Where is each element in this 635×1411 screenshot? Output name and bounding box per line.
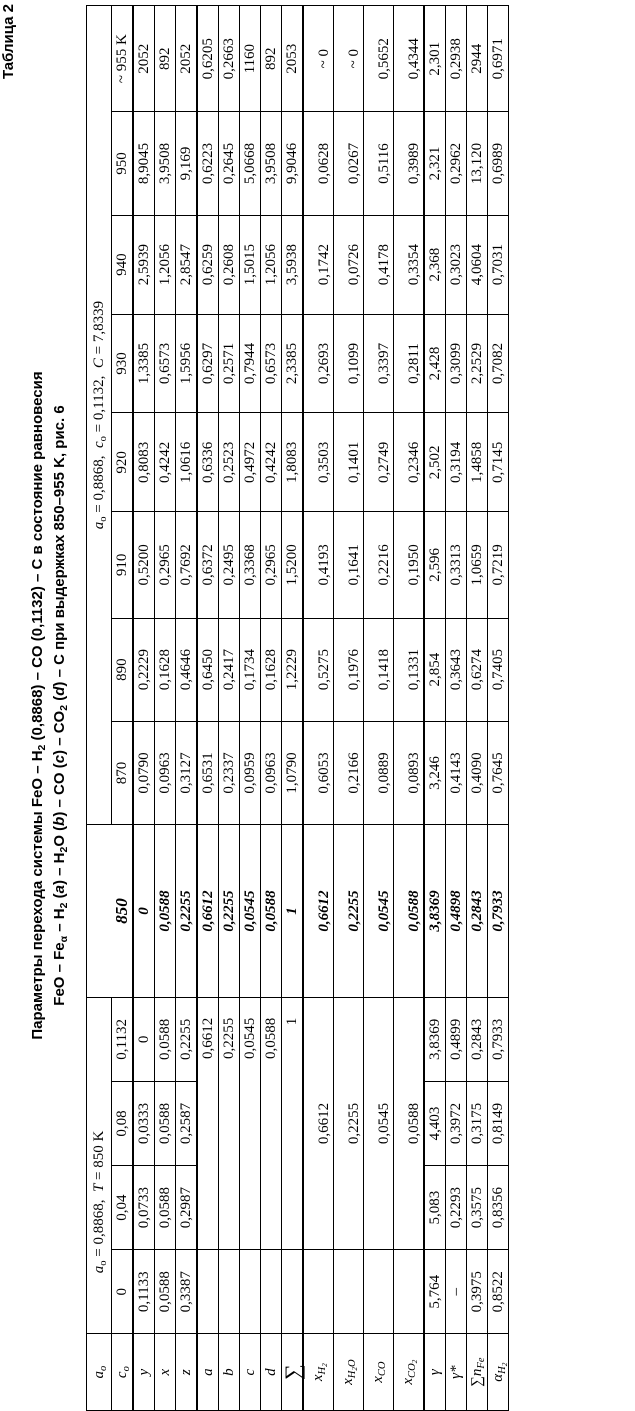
row-label-a: a [197, 1334, 219, 1411]
right-value: 0,3368 [240, 512, 261, 618]
right-value: 2,428 [424, 314, 446, 413]
right-value: 1,5200 [282, 512, 304, 618]
right-value: 0,3313 [446, 512, 467, 618]
table-body [87, 6, 509, 1411]
row-label-xH2: $x_{H_2}$ [303, 1334, 334, 1411]
row-xH2O [334, 6, 364, 1411]
right-value: 0,2255 [219, 825, 240, 998]
row-b [219, 6, 240, 1411]
right-value: 1,5956 [176, 314, 198, 413]
right-value: 0,7692 [176, 512, 198, 618]
left-value: 1 [282, 997, 304, 1249]
right-value: 0,6274 [467, 618, 488, 721]
right-value: 0,3989 [394, 112, 425, 215]
right-value: 0,3354 [394, 215, 425, 314]
right-value: 892 [261, 6, 282, 112]
left-value: 0,2987 [176, 1166, 198, 1250]
left-value: 0,0588 [155, 997, 176, 1081]
right-value: 3,9508 [155, 112, 176, 215]
right-value: 0,5275 [303, 618, 334, 721]
header-row-2 [112, 6, 134, 1411]
right-value: 1,2056 [261, 215, 282, 314]
right-value: 13,120 [467, 112, 488, 215]
right-value: 0,6223 [197, 112, 219, 215]
left-value: – [446, 1250, 467, 1334]
right-value: 0,4143 [446, 721, 467, 824]
left-value: 0,0545 [240, 997, 261, 1249]
right-value: 0,5652 [364, 6, 394, 112]
right-value: 1,2056 [155, 215, 176, 314]
right-value: 0,2693 [303, 314, 334, 413]
right-value: 0,5116 [364, 112, 394, 215]
right-value: 0,2965 [155, 512, 176, 618]
right-value: 4,0604 [467, 215, 488, 314]
left-value: 0,6612 [197, 997, 219, 1249]
title-line-2-text: FeO – $Fe_\alpha - H_2$ $(a) - H_2O$ (b) – CO $(c) - CO_2$ (d) – C при выдержках 850–955 K, рис. 6 [51, 405, 71, 1006]
right-value: 0,4178 [364, 215, 394, 314]
row-alpha_h2 [488, 6, 509, 1411]
right-value: 0,0545 [364, 825, 394, 998]
right-value: 1160 [240, 6, 261, 112]
right-value: 2,8547 [176, 215, 198, 314]
right-value: 1 [282, 825, 304, 998]
left-value: 0,0588 [155, 1166, 176, 1250]
right-group-header: $a_о = 0,8868$, $c_о = 0,1132$, C = 7,8339 [87, 6, 112, 825]
right-value: 0,2571 [219, 314, 240, 413]
right-value: 0,6205 [197, 6, 219, 112]
right-value: 0,6259 [197, 215, 219, 314]
left-value: 0,2843 [467, 997, 488, 1081]
right-value: ~ 0 [303, 6, 334, 112]
right-value: 2,3385 [282, 314, 304, 413]
left-value: 0 [133, 997, 155, 1081]
row-label-gamma_star: γ* [446, 1334, 467, 1411]
right-value: 2,368 [424, 215, 446, 314]
right-value: 0 [133, 825, 155, 998]
left-value: 0,3387 [176, 1250, 198, 1334]
right-value: 0,4344 [394, 6, 425, 112]
right-value: 1,2229 [282, 618, 304, 721]
temperature-header: 910 [112, 512, 134, 618]
row-label-x: x [155, 1334, 176, 1411]
right-value: 0,0963 [155, 721, 176, 824]
left-value: 0,6612 [303, 997, 334, 1249]
right-value: 0,4193 [303, 512, 334, 618]
left-param-fragment: $a_о = 0,8868$, [90, 1199, 109, 1274]
left-value: 0,3175 [467, 1081, 488, 1165]
right-value: 0,3194 [446, 413, 467, 512]
right-value: 0,2255 [334, 825, 364, 998]
left-value: 0,0733 [133, 1166, 155, 1250]
right-value: 0,0628 [303, 112, 334, 215]
temperature-header: ~ 955 K [112, 6, 134, 112]
right-value: 892 [155, 6, 176, 112]
left-value: 0,0588 [261, 997, 282, 1249]
left-value: 0,3575 [467, 1166, 488, 1250]
right-value: 3,9508 [261, 112, 282, 215]
row-a [197, 6, 219, 1411]
right-value: 2,5939 [133, 215, 155, 314]
left-value: 4,403 [424, 1081, 446, 1165]
left-value: 0,3975 [467, 1250, 488, 1334]
right-value: 0,7933 [488, 825, 509, 998]
temperature-header: 890 [112, 618, 134, 721]
row-label-a0: $a_о$ [87, 1334, 112, 1411]
c0-value: 0,08 [112, 1081, 134, 1165]
right-value: 1,3385 [133, 314, 155, 413]
right-value: 0,2229 [133, 618, 155, 721]
c0-value: 0,04 [112, 1166, 134, 1250]
right-value: 0,2938 [446, 6, 467, 112]
right-value: 0,0726 [334, 215, 364, 314]
right-value: 0,1734 [240, 618, 261, 721]
right-value: 3,8369 [424, 825, 446, 998]
left-value: 3,8369 [424, 997, 446, 1081]
right-value: 0,6989 [488, 112, 509, 215]
right-value: 2944 [467, 6, 488, 112]
right-value: 0,1641 [334, 512, 364, 618]
right-value: 3,246 [424, 721, 446, 824]
row-d [261, 6, 282, 1411]
title-line-2 [50, 0, 70, 1411]
right-value: 0,4242 [155, 413, 176, 512]
row-y [133, 6, 155, 1411]
left-value: 5,083 [424, 1166, 446, 1250]
right-value: 0,0959 [240, 721, 261, 824]
empty-cell [240, 1250, 261, 1334]
row-label-d: d [261, 1334, 282, 1411]
row-label-z: z [176, 1334, 198, 1411]
row-xCO [364, 6, 394, 1411]
right-value: 0,5200 [133, 512, 155, 618]
left-value: 0,8149 [488, 1081, 509, 1165]
left-value: 0,2255 [219, 997, 240, 1249]
right-value: 0,7645 [488, 721, 509, 824]
left-value: 0,3972 [446, 1081, 467, 1165]
right-value: 0,0588 [261, 825, 282, 998]
left-value: 0,0545 [364, 997, 394, 1249]
right-value: 0,2495 [219, 512, 240, 618]
right-value: 0,7145 [488, 413, 509, 512]
right-value: 0,7944 [240, 314, 261, 413]
right-value: 2053 [282, 6, 304, 112]
right-value: 3,5938 [282, 215, 304, 314]
right-value: ~ 0 [334, 6, 364, 112]
right-value: 0,3023 [446, 215, 467, 314]
row-label-sum_nfe: $\sum n_{Fe}$ [467, 1334, 488, 1411]
right-value: 0,2965 [261, 512, 282, 618]
left-value: 0,4899 [446, 997, 467, 1081]
right-value: 0,3099 [446, 314, 467, 413]
right-value: 0,1401 [334, 413, 364, 512]
row-sum [282, 6, 304, 1411]
right-value: 0,6612 [303, 825, 334, 998]
left-value: 0,0588 [155, 1081, 176, 1165]
temperature-header: 920 [112, 413, 134, 512]
empty-cell [261, 1250, 282, 1334]
left-value: 0,8356 [488, 1166, 509, 1250]
right-value: 0,8083 [133, 413, 155, 512]
right-value: 0,4972 [240, 413, 261, 512]
left-value: 0,1133 [133, 1250, 155, 1334]
right-value: 0,1628 [261, 618, 282, 721]
data-table [86, 5, 509, 1411]
right-value: 0,6336 [197, 413, 219, 512]
right-value: 0,0588 [394, 825, 425, 998]
right-value: 0,0889 [364, 721, 394, 824]
empty-cell [394, 1250, 425, 1334]
right-value: 5,0668 [240, 112, 261, 215]
row-c [240, 6, 261, 1411]
right-value: 0,2523 [219, 413, 240, 512]
header-row-1 [87, 6, 112, 1411]
right-value: 0,6612 [197, 825, 219, 998]
c0-value: 0,1132 [112, 997, 134, 1081]
right-value: 0,3397 [364, 314, 394, 413]
right-value: 0,4090 [467, 721, 488, 824]
row-xH2 [303, 6, 334, 1411]
left-value: 0,2293 [446, 1166, 467, 1250]
right-value: 2,2529 [467, 314, 488, 413]
row-label-c0: $c_о$ [112, 1334, 134, 1411]
row-sum_nfe [467, 6, 488, 1411]
empty-cell [364, 1250, 394, 1334]
empty-cell [87, 825, 112, 998]
right-value: 0,2962 [446, 112, 467, 215]
right-value: 0,2645 [219, 112, 240, 215]
right-value: 0,2255 [176, 825, 198, 998]
right-value: 2,301 [424, 6, 446, 112]
title-line-1-text: Параметры перехода системы FeO – $H_2$ (0,8868) – CO (0,1132) – C в состояние равновесия [29, 371, 49, 1040]
right-value: 0,7031 [488, 215, 509, 314]
left-temp-fragment: T = 850 K [90, 1130, 107, 1193]
right-value: 0,7082 [488, 314, 509, 413]
right-value: 0,1628 [155, 618, 176, 721]
row-label-sum: ∑ [282, 1334, 304, 1411]
row-label-xH2O: $x_{H_2O}$ [334, 1334, 364, 1411]
right-value: 0,2663 [219, 6, 240, 112]
left-value: 0,0588 [394, 997, 425, 1249]
row-xCO2 [394, 6, 425, 1411]
right-value: 0,3127 [176, 721, 198, 824]
right-value: 0,6053 [303, 721, 334, 824]
left-group-header [87, 997, 112, 1334]
table-label: Таблица 2 [0, 4, 17, 80]
right-value: 0,1418 [364, 618, 394, 721]
right-value: 0,2749 [364, 413, 394, 512]
temperature-header: 850 [112, 825, 134, 998]
right-value: 0,6297 [197, 314, 219, 413]
left-value: 0,8522 [488, 1250, 509, 1334]
right-value: 1,0659 [467, 512, 488, 618]
temperature-header: 870 [112, 721, 134, 824]
right-value: 1,4858 [467, 413, 488, 512]
right-value: 0,6573 [155, 314, 176, 413]
right-value: 0,0588 [155, 825, 176, 998]
right-value: 9,169 [176, 112, 198, 215]
right-value: 0,0963 [261, 721, 282, 824]
right-value: 0,2216 [364, 512, 394, 618]
empty-cell [197, 1250, 219, 1334]
row-label-gamma: γ [424, 1334, 446, 1411]
row-label-y: y [133, 1334, 155, 1411]
empty-cell [282, 1250, 304, 1334]
right-value: 0,4646 [176, 618, 198, 721]
left-value: 0,2587 [176, 1081, 198, 1165]
row-gamma [424, 6, 446, 1411]
right-value: 0,6531 [197, 721, 219, 824]
right-value: 0,2843 [467, 825, 488, 998]
right-value: 0,6573 [261, 314, 282, 413]
right-value: 0,7219 [488, 512, 509, 618]
right-value: 0,2811 [394, 314, 425, 413]
right-value: 2,502 [424, 413, 446, 512]
right-value: 0,3503 [303, 413, 334, 512]
right-value: 0,2417 [219, 618, 240, 721]
right-value: 0,1976 [334, 618, 364, 721]
right-value: 0,2166 [334, 721, 364, 824]
right-value: 2,854 [424, 618, 446, 721]
empty-cell [334, 1250, 364, 1334]
right-value: 2052 [133, 6, 155, 112]
right-value: 1,8083 [282, 413, 304, 512]
c0-value: 0 [112, 1250, 134, 1334]
row-label-c: c [240, 1334, 261, 1411]
left-value: 0,0588 [155, 1250, 176, 1334]
right-value: 2052 [176, 6, 198, 112]
right-value: 2,321 [424, 112, 446, 215]
row-label-xCO: $x_{CO}$ [364, 1334, 394, 1411]
right-value: 0,1099 [334, 314, 364, 413]
title-line-1 [28, 0, 48, 1411]
right-value: 0,2608 [219, 215, 240, 314]
right-value: 0,2337 [219, 721, 240, 824]
right-value: 0,6971 [488, 6, 509, 112]
row-gamma_star [446, 6, 467, 1411]
row-x [155, 6, 176, 1411]
right-value: 0,0893 [394, 721, 425, 824]
right-value: 8,9045 [133, 112, 155, 215]
right-value: 0,6372 [197, 512, 219, 618]
right-value: 0,0267 [334, 112, 364, 215]
right-value: 0,1331 [394, 618, 425, 721]
right-value: 1,5015 [240, 215, 261, 314]
left-value: 0,0333 [133, 1081, 155, 1165]
right-value: 0,1742 [303, 215, 334, 314]
empty-cell [303, 1250, 334, 1334]
right-value: 0,0545 [240, 825, 261, 998]
left-value: 0,2255 [176, 997, 198, 1081]
temperature-header: 950 [112, 112, 134, 215]
empty-cell [219, 1250, 240, 1334]
row-label-xCO2: $x_{CO_2}$ [394, 1334, 425, 1411]
left-value: 0,7933 [488, 997, 509, 1081]
left-value: 0,2255 [334, 997, 364, 1249]
left-value: 5,764 [424, 1250, 446, 1334]
temperature-header: 930 [112, 314, 134, 413]
right-value: 1,0616 [176, 413, 198, 512]
right-value: 2,596 [424, 512, 446, 618]
right-value: 0,1950 [394, 512, 425, 618]
row-label-alpha_h2: $\alpha_{H_2}$ [488, 1334, 509, 1411]
right-value: 0,2346 [394, 413, 425, 512]
right-value: 0,6450 [197, 618, 219, 721]
right-value: 0,0790 [133, 721, 155, 824]
row-z [176, 6, 198, 1411]
right-value: 0,7405 [488, 618, 509, 721]
right-value: 0,3643 [446, 618, 467, 721]
right-value: 0,4898 [446, 825, 467, 998]
right-value: 9,9046 [282, 112, 304, 215]
temperature-header: 940 [112, 215, 134, 314]
right-value: 0,4242 [261, 413, 282, 512]
right-value: 1,0790 [282, 721, 304, 824]
row-label-b: b [219, 1334, 240, 1411]
